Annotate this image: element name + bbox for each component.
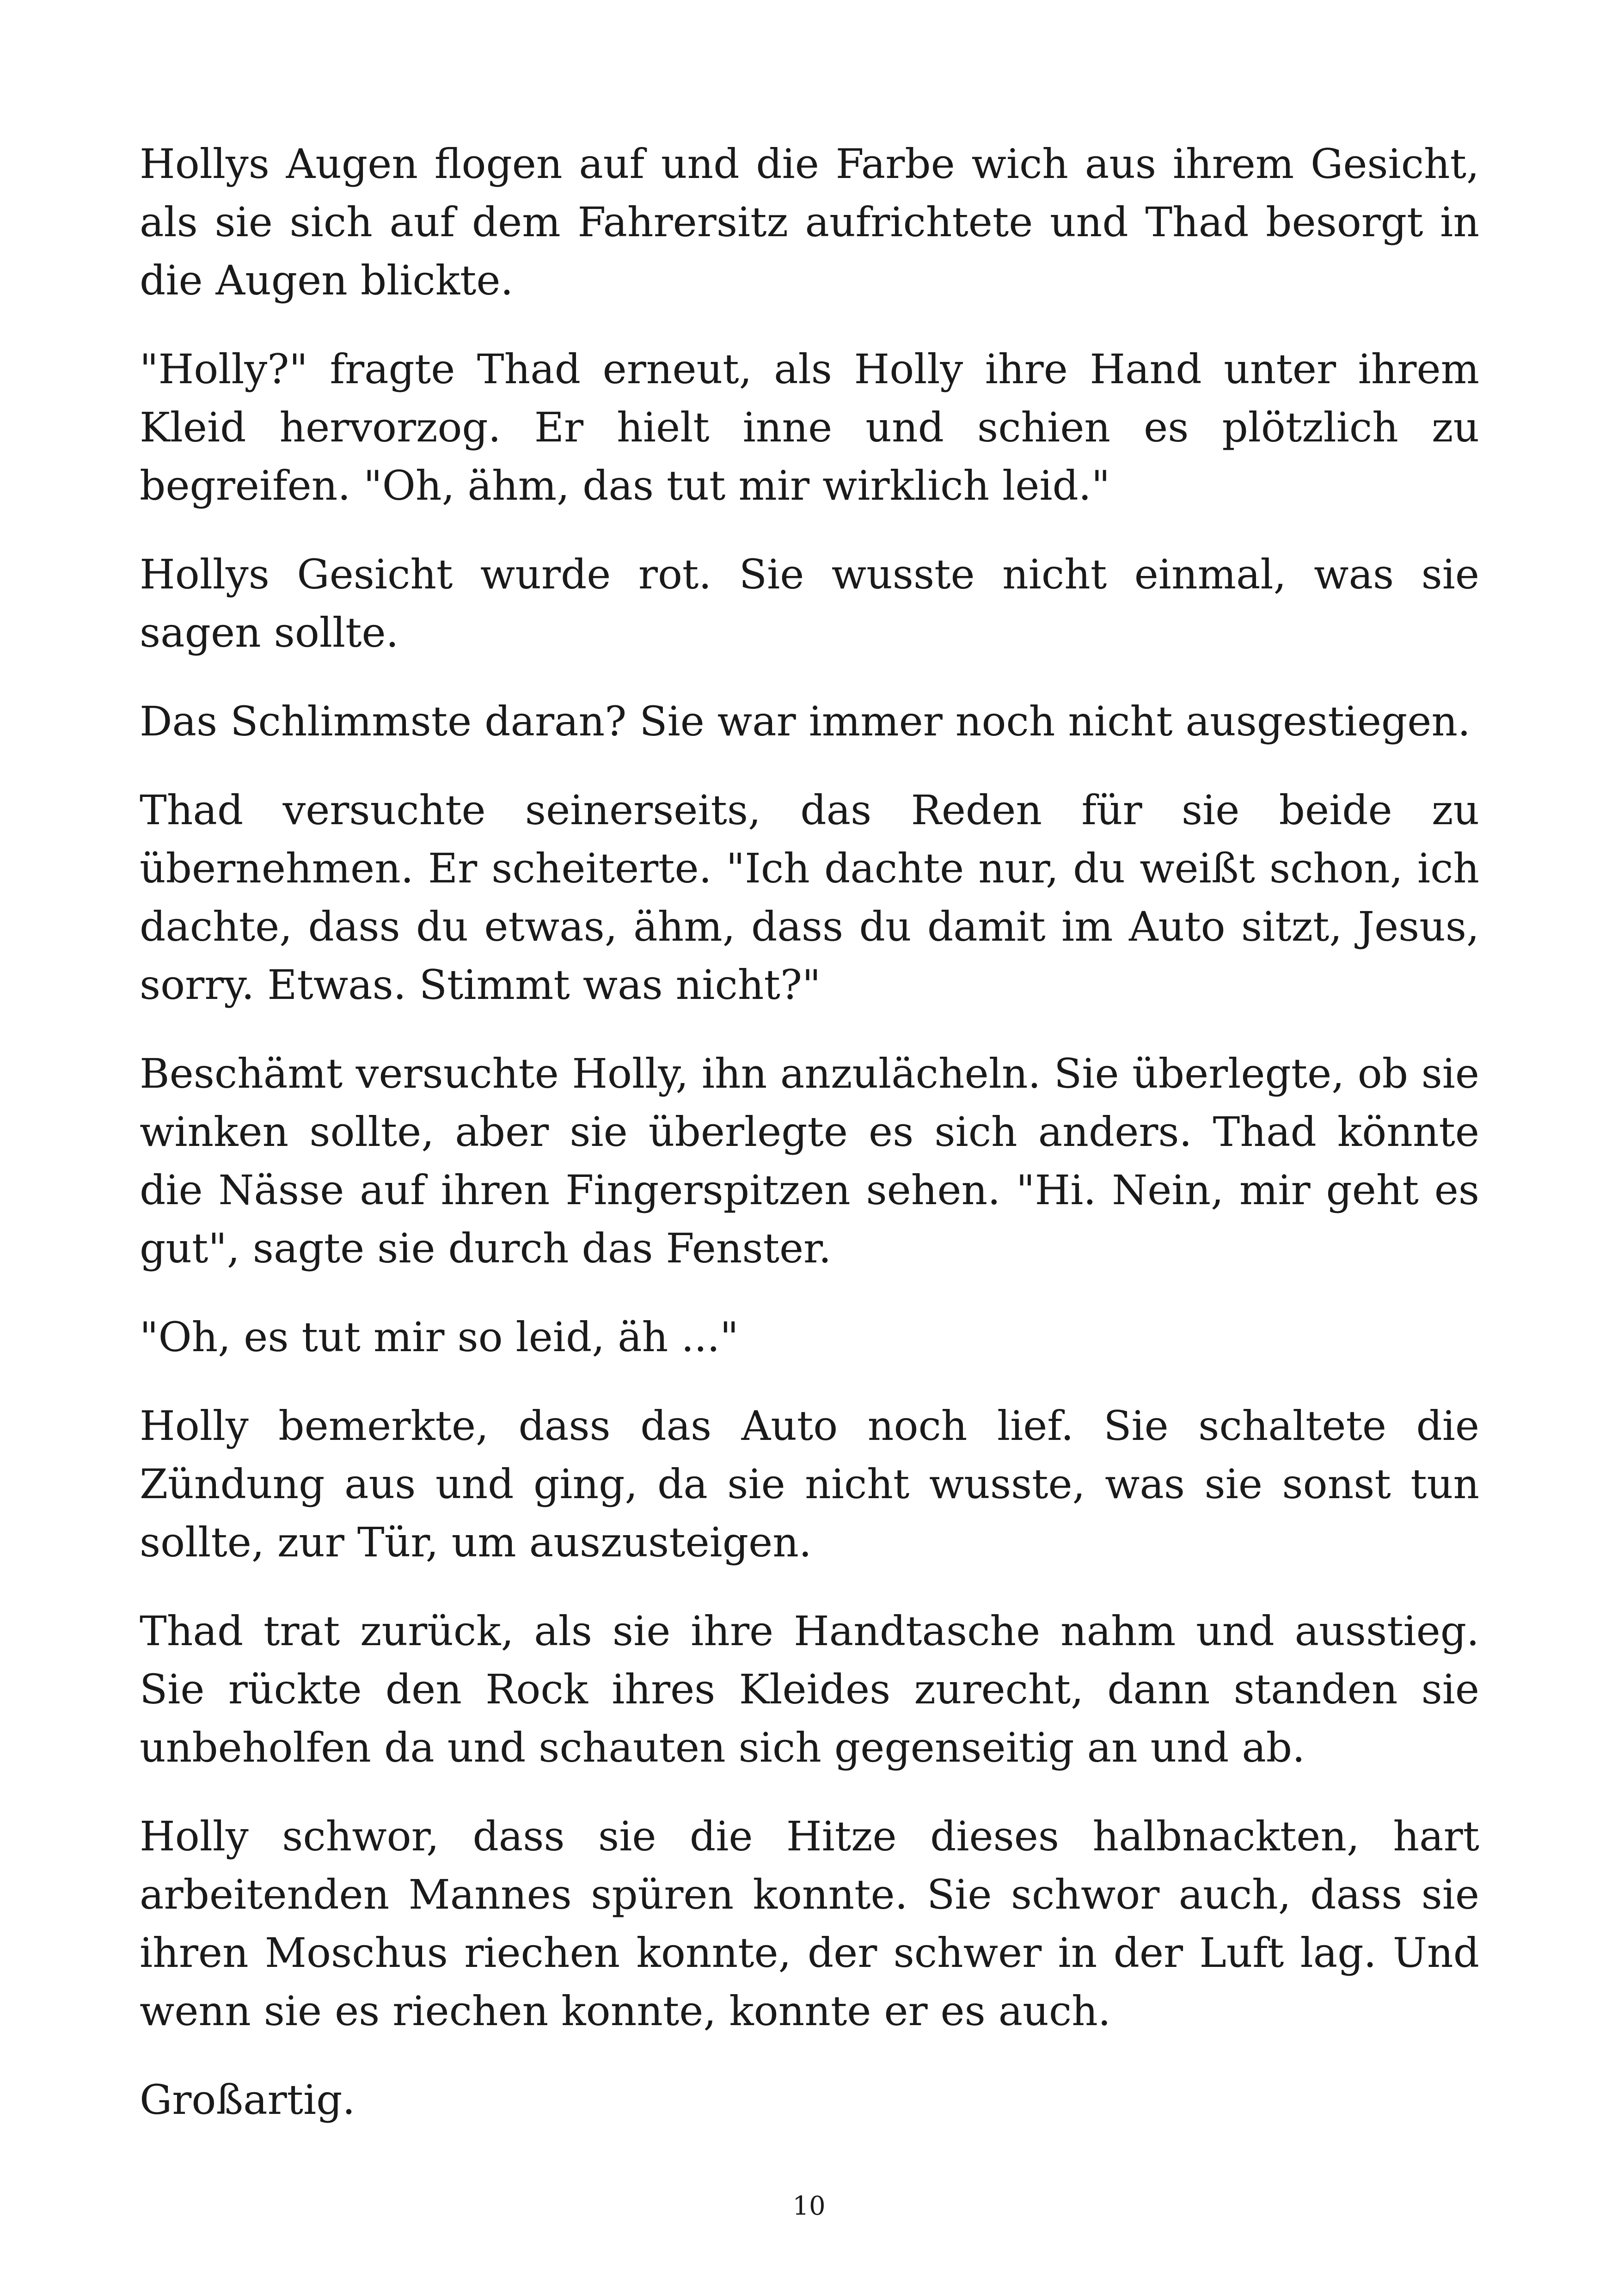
paragraph: Thad trat zurück, als sie ihre Handtasche nahm und ausstieg. Sie rückte den Rock ihres Kleides zurecht, dann standen sie unbeholfen da und schauten sich gegenseitig an und ab. [140,1607,1479,1771]
paragraph: Holly schwor, dass sie die Hitze dieses halbnackten, hart arbeitenden Mannes spüren konnte. Sie schwor auch, dass sie ihren Moschus riechen konnte, der schwer in der Luft lag. Und wenn sie es riechen konnte, konnte er es auch. [140,1812,1479,2035]
paragraph: "Oh, es tut mir so leid, äh ..." [140,1313,739,1361]
paragraph: Hollys Augen flogen auf und die Farbe wich aus ihrem Gesicht, als sie sich auf dem Fahrersitz aufrichtete und Thad besorgt in die Augen blickte. [140,140,1479,304]
paragraph: Großartig. [140,2076,355,2124]
paragraph: Beschämt versuchte Holly, ihn anzulächeln. Sie überlegte, ob sie winken sollte, aber sie überlegte es sich anders. Thad könnte die Nässe auf ihren Fingerspitzen sehen. "Hi. Nein, mir geht es gut", sagte sie durch das Fenster. [140,1050,1479,1272]
paragraph: "Holly?" fragte Thad erneut, als Holly ihre Hand unter ihrem Kleid hervorzog. Er hielt inne und schien es plötzlich zu begreifen. "Oh, ähm, das tut mir wirklich leid." [140,345,1479,509]
paragraph: Thad versuchte seinerseits, das Reden für sie beide zu übernehmen. Er scheiterte. "Ich dachte nur, du weißt schon, ich dachte, dass du etwas, ähm, dass du damit im Auto sitzt, Jesus, sorry. Etwas. Stimmt was nicht?" [140,786,1479,1009]
page-number: 10 [792,2191,826,2221]
paragraph: Hollys Gesicht wurde rot. Sie wusste nicht einmal, was sie sagen sollte. [140,551,1479,656]
body-text [140,135,1479,2160]
paragraph: Das Schlimmste daran? Sie war immer noch nicht ausgestiegen. [140,698,1471,745]
paragraph: Holly bemerkte, dass das Auto noch lief. Sie schaltete die Zündung aus und ging, da sie nicht wusste, was sie sonst tun sollte, zur Tür, um auszusteigen. [140,1402,1479,1566]
